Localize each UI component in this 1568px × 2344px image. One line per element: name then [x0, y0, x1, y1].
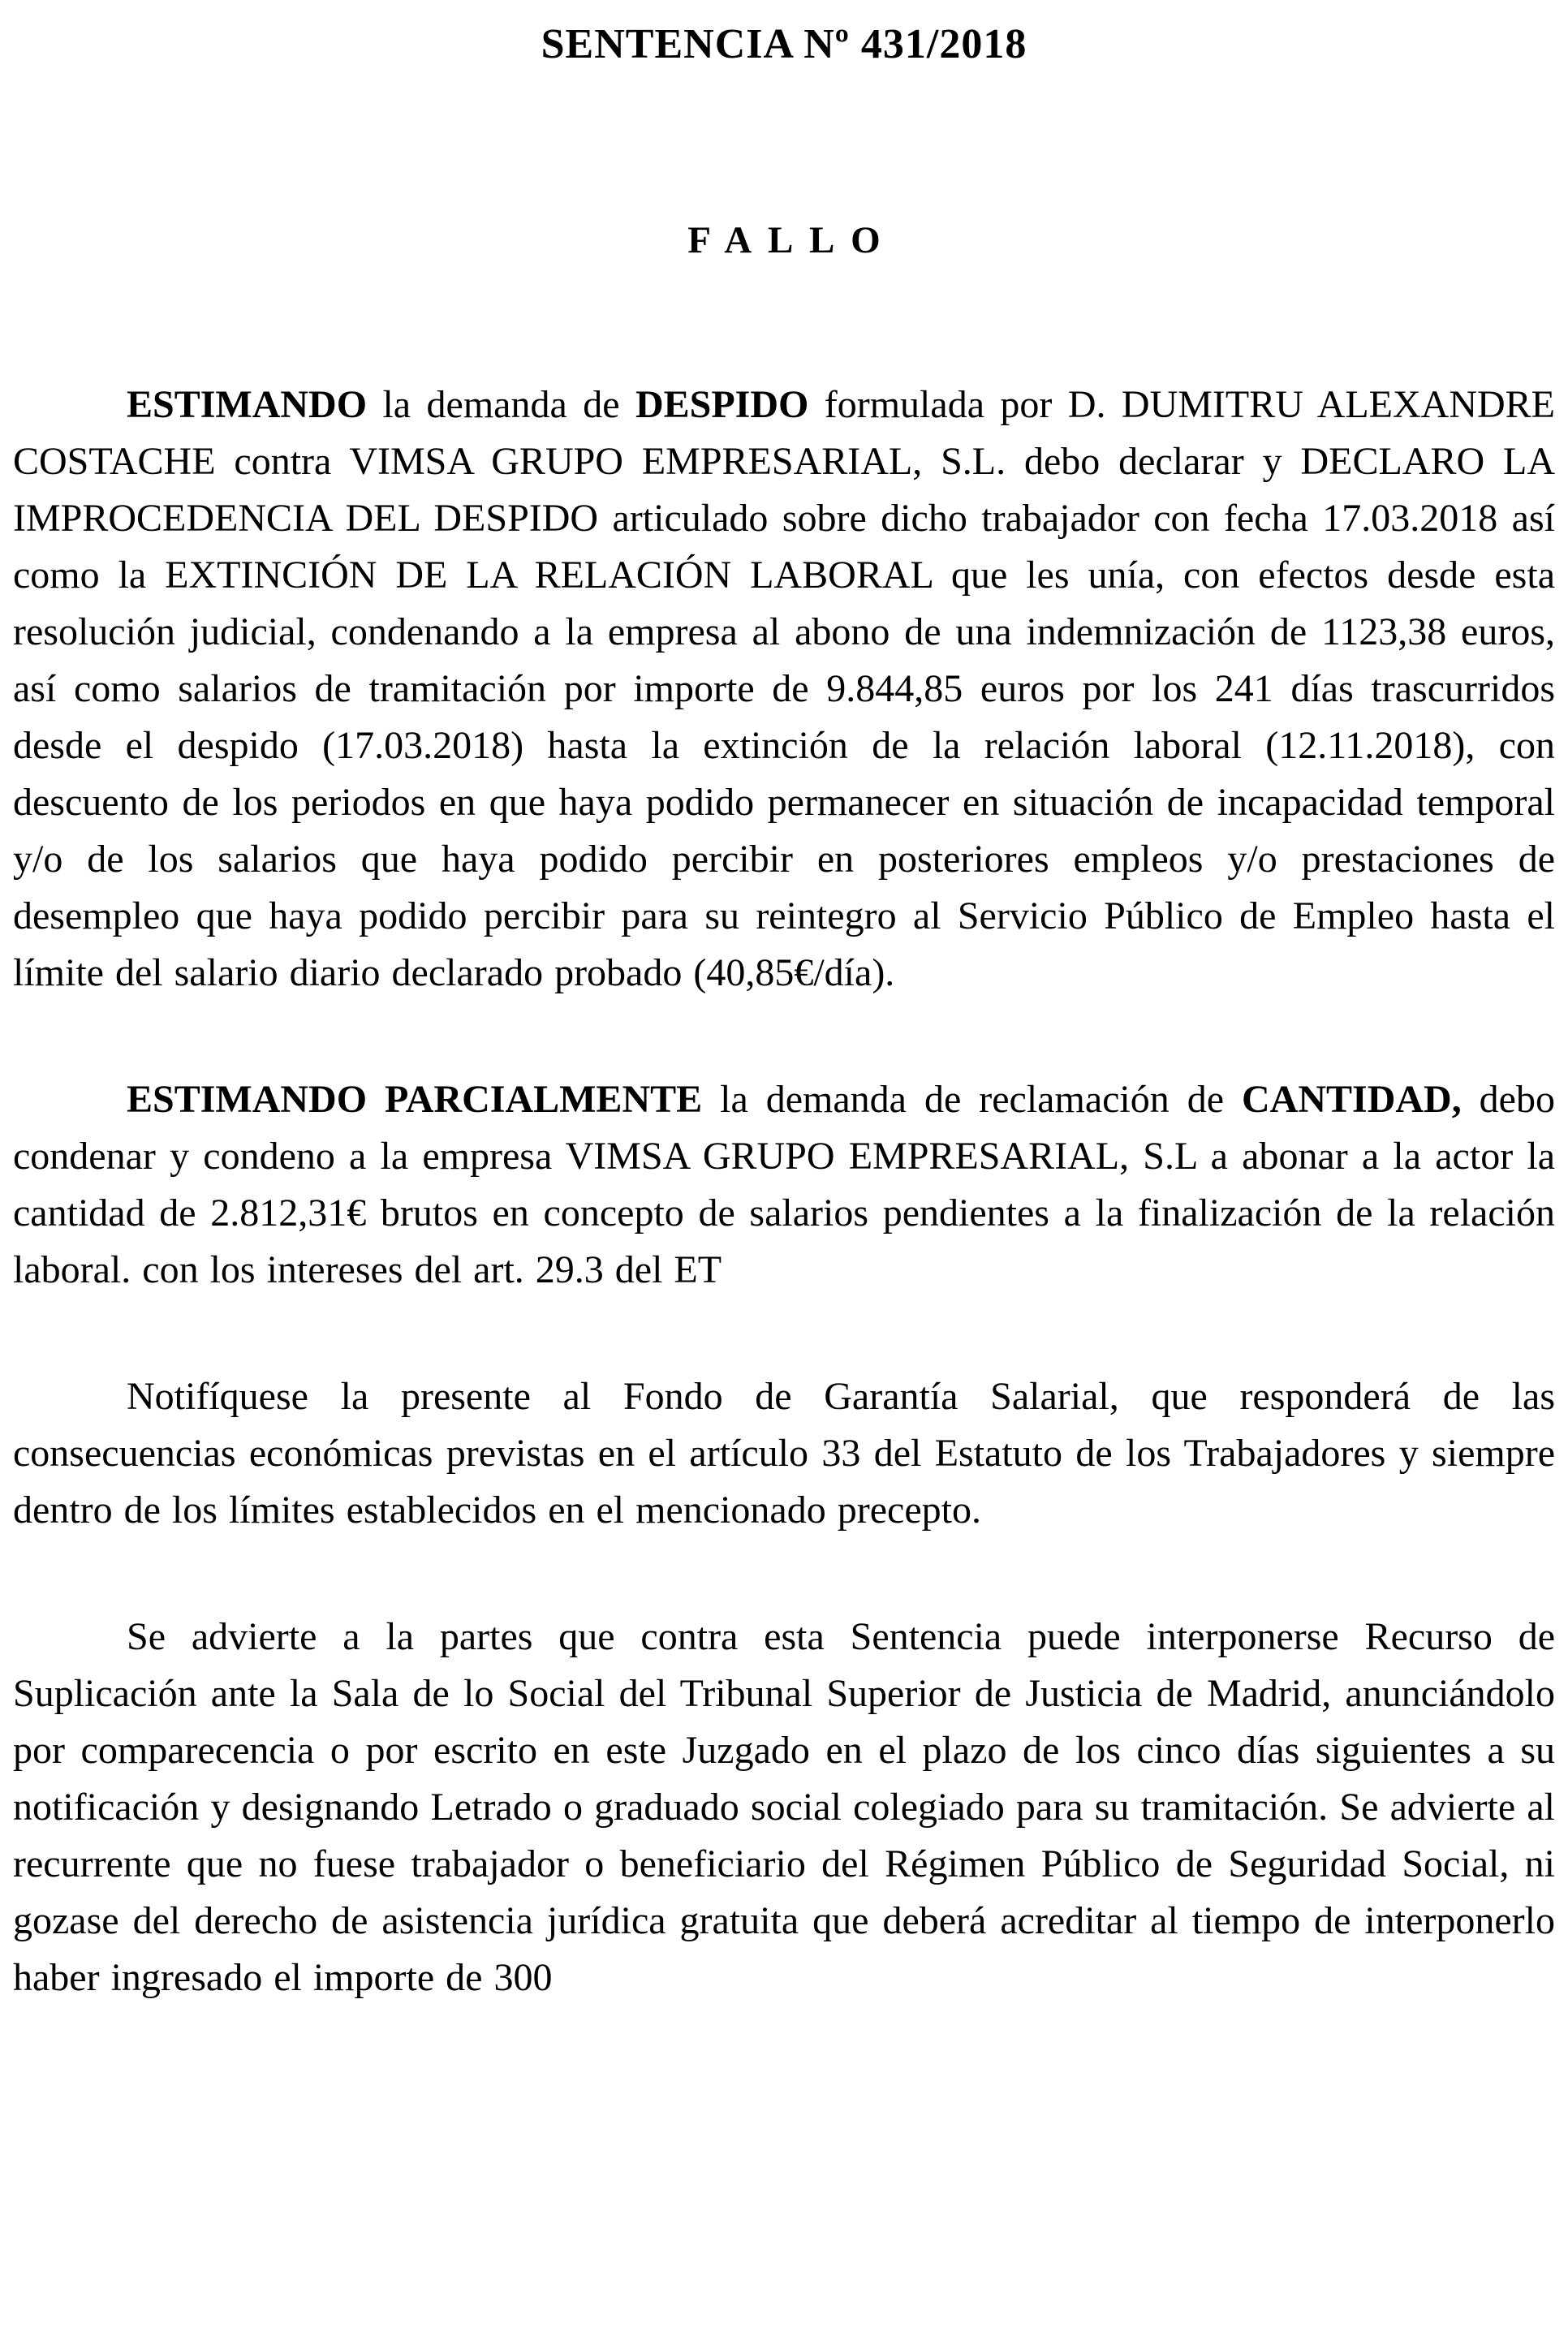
paragraph-appeal-notice	[13, 1609, 1555, 2006]
text-run: debo condenar y condeno a la empresa VIMSA GRUPO EMPRESARIAL, S.L a abonar a la actor la cantidad de 2.812,31€ brutos en concepto de salarios pendientes a la finalización de la relación laboral. con los intereses del art. 29.3 del ET	[13, 1078, 1555, 1291]
paragraph-fallo-despido	[13, 377, 1555, 1002]
fallo-heading: FALLO	[687, 219, 897, 261]
text-run: la demanda de reclamación de	[702, 1078, 1243, 1121]
text-run: formulada por D. DUMITRU ALEXANDRE COSTACHE contra VIMSA GRUPO EMPRESARIAL, S.L. debo declarar y DECLARO LA IMPROCEDENCIA DEL DESPIDO articulado sobre dicho trabajador con fecha 17.03.2018 así como la EXTINCIÓN DE LA RELACIÓN LABORAL que les unía, con efectos desde esta resolución judicial, condenando a la empresa al abono de una indemnización de 1123,38 euros, así como salarios de tramitación por importe de 9.844,85 euros por los 241 días trascurridos desde el despido (17.03.2018) hasta la extinción de la relación laboral (12.11.2018), con descuento de los periodos en que haya podido permanecer en situación de incapacidad temporal y/o de los salarios que haya podido percibir en posteriores empleos y/o prestaciones de desempleo que haya podido percibir para su reintegro al Servicio Público de Empleo hasta el límite del salario diario declarado probado (40,85€/día).	[13, 383, 1555, 994]
text-run: Se advierte a la partes que contra esta Sentencia puede interponerse Recurso de Suplicación ante la Sala de lo Social del Tribunal Superior de Justicia de Madrid, anunciándolo por comparecencia o por escrito en este Juzgado en el plazo de los cinco días siguientes a su notificación y designando Letrado o graduado social colegiado para su tramitación. Se advierte al recurrente que no fuese trabajador o beneficiario del Régimen Público de Seguridad Social, ni gozase del derecho de asistencia jurídica gratuita que deberá acreditar al tiempo de interponerlo haber ingresado el importe de 300	[13, 1615, 1555, 1999]
paragraph-fallo-cantidad	[13, 1071, 1555, 1299]
bold-text-run: ESTIMANDO	[127, 383, 368, 426]
paragraph-fogasa-notification	[13, 1368, 1555, 1539]
text-run: la demanda de	[367, 383, 635, 426]
text-run: Notifíquese la presente al Fondo de Garantía Salarial, que responderá de las consecuencias económicas previstas en el artículo 33 del Estatuto de los Trabajadores y siempre dentro de los límites establecidos en el mencionado precepto.	[13, 1375, 1555, 1532]
bold-text-run: CANTIDAD,	[1242, 1078, 1462, 1121]
document-body	[13, 377, 1555, 2006]
document-title: SENTENCIA Nº 431/2018	[541, 21, 1027, 67]
bold-text-run: DESPIDO	[635, 383, 809, 426]
bold-text-run: ESTIMANDO PARCIALMENTE	[127, 1078, 703, 1121]
